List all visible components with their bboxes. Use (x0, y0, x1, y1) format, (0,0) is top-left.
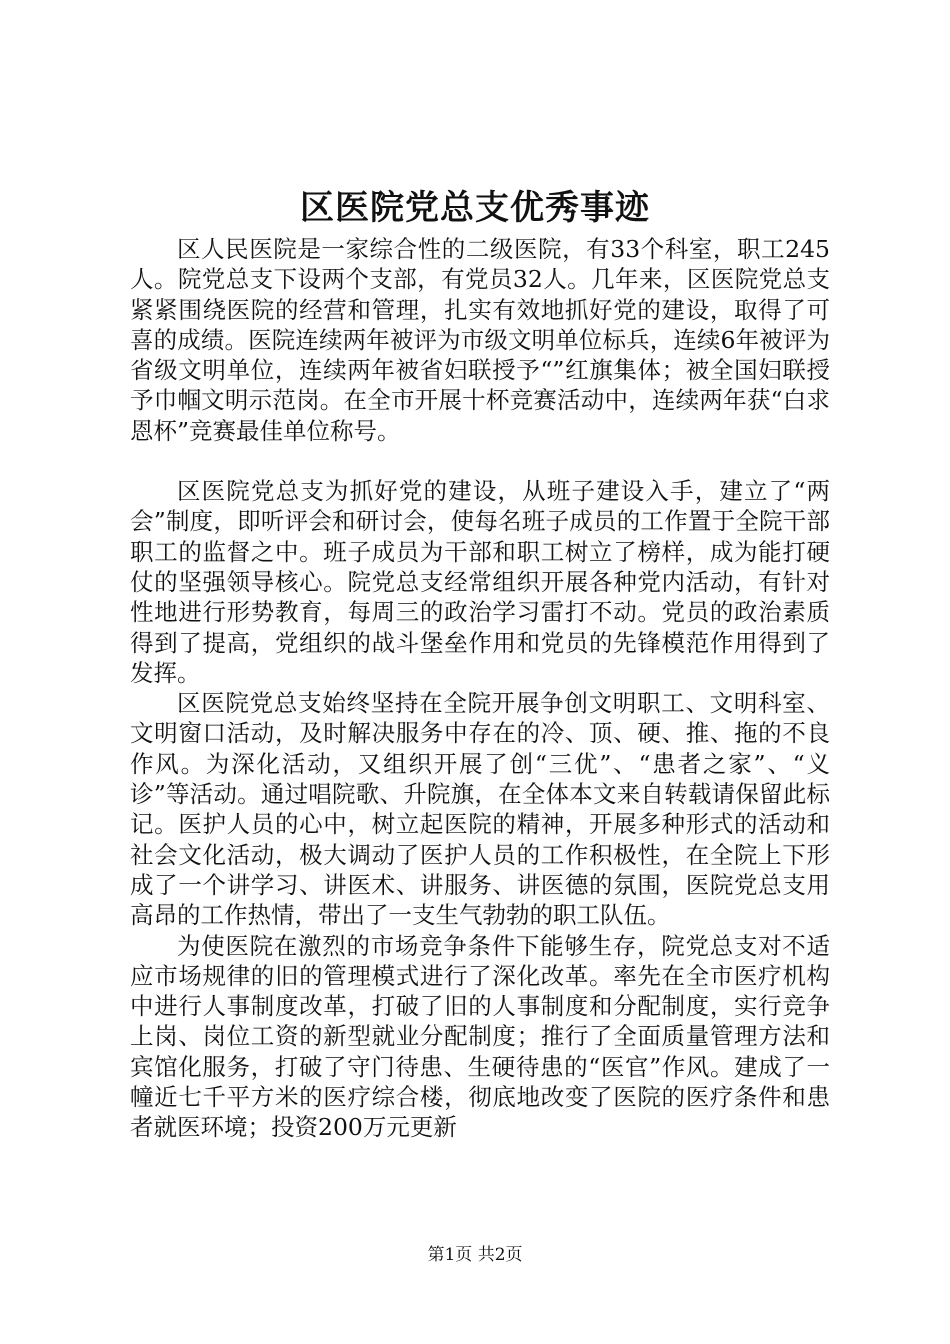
paragraph-civilization: 区医院党总支始终坚持在全院开展争创文明职工、文明科室、文明窗口活动，及时解决服务中存在的冷、顶、硬、推、拖的不良作风。为深化活动，又组织开展了创“三优”、“患者之家”、“义诊”等活动。通过唱院歌、升院旗，在全体本文来自转载请保留此标记。医护人员的心中，树立起医院的精神，开展多种形式的活动和社会文化活动，极大调动了医护人员的工作积极性，在全院上下形成了一个讲学习、讲医术、讲服务、讲医德的氛围，医院党总支用高昂的工作热情，带出了一支生气勃勃的职工队伍。 (130, 689, 830, 930)
document-title: 区医院党总支优秀事迹 (300, 188, 650, 228)
document-body (130, 234, 830, 1143)
paragraph-intro: 区人民医院是一家综合性的二级医院，有33个科室，职工245人。院党总支下设两个支部，有党员32人。几年来，区医院党总支紧紧围绕医院的经营和管理，扎实有效地抓好党的建设，取得了可喜的成绩。医院连续两年被评为市级文明单位标兵，连续6年被评为省级文明单位，连续两年被省妇联授予“”红旗集体；被全国妇联授予巾帼文明示范岗。在全市开展十杯竞赛活动中，连续两年获“白求恩杯”竞赛最佳单位称号。 (130, 235, 830, 445)
paragraph-leadership: 区医院党总支为抓好党的建设，从班子建设入手，建立了“两会”制度，即听评会和研讨会，使每名班子成员的工作置于全院干部职工的监督之中。班子成员为干部和职工树立了榜样，成为能打硬仗的坚强领导核心。院党总支经常组织开展各种党内活动，有针对性地进行形势教育，每周三的政治学习雷打不动。党员的政治素质得到了提高，党组织的战斗堡垒作用和党员的先锋模范作用得到了发挥。 (130, 477, 830, 687)
page-footer: 第1页 共2页 (427, 1245, 523, 1265)
paragraph-reform: 为使医院在激烈的市场竞争条件下能够生存，院党总支对不适应市场规律的旧的管理模式进行了深化改革。率先在全市医疗机构中进行人事制度改革，打破了旧的人事制度和分配制度，实行竞争上岗、岗位工资的新型就业分配制度；推行了全面质量管理方法和宾馆化服务，打破了守门待患、生硬待患的“医官”作风。建成了一幢近七千平方米的医疗综合楼，彻底地改变了医院的医疗条件和患者就医环境；投资200万元更新 (130, 931, 830, 1142)
